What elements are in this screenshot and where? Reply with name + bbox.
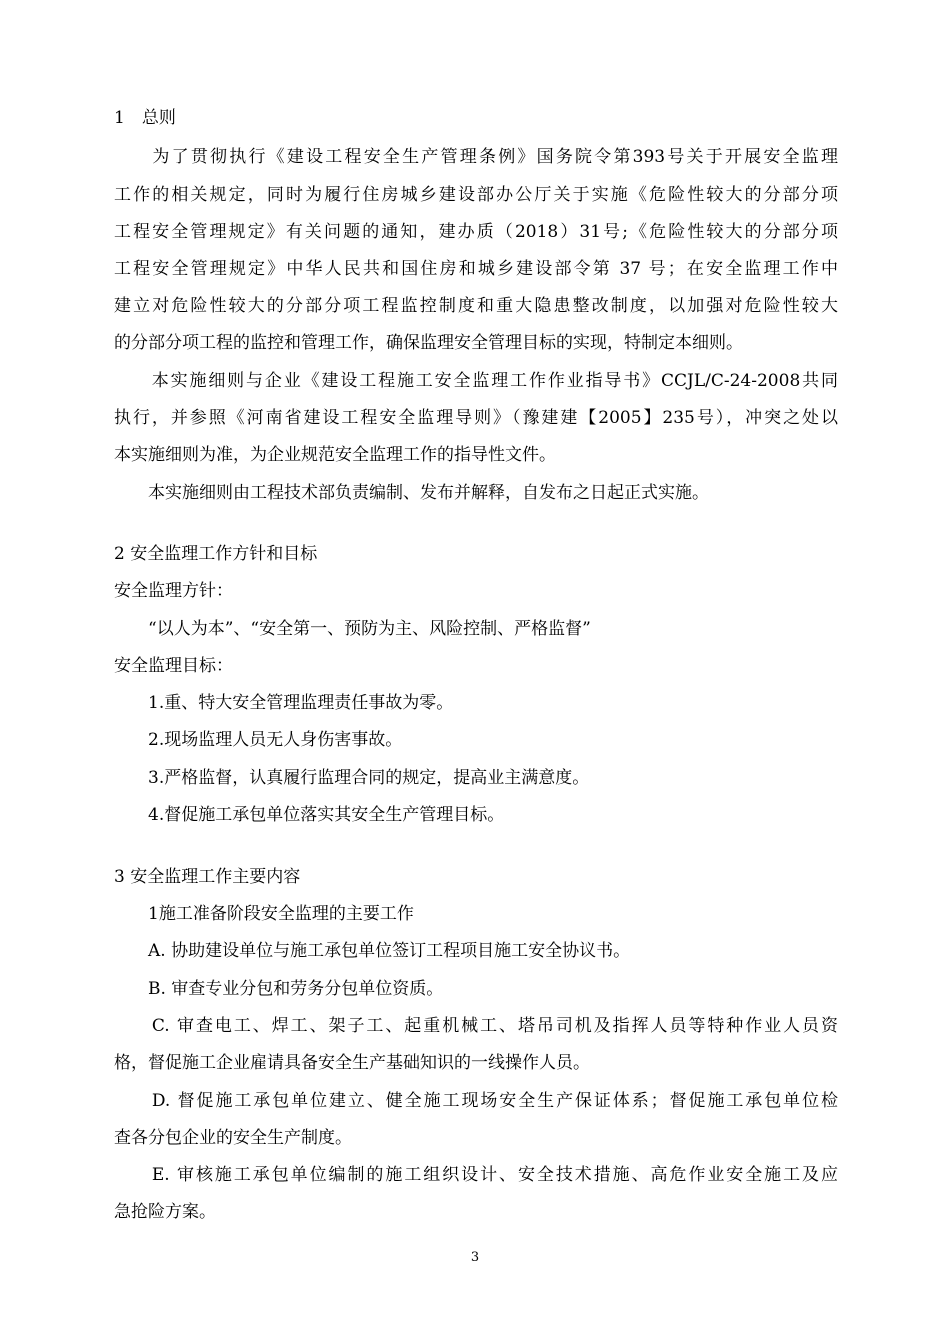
section-2-heading: 2 安全监理工作方针和目标 xyxy=(114,544,318,564)
paragraph-line: 工程安全管理规定》有关问题的通知，建办质（2018）31号;《危险性较大的分部分项 xyxy=(114,222,838,242)
item-d: D. 督促施工承包单位建立、健全施工现场安全生产保证体系；督促施工承包单位检 xyxy=(114,1091,838,1111)
paragraph-line: 本实施细则与企业《建设工程施工安全监理工作作业指导书》CCJL/C-24-2008共同 xyxy=(114,371,838,391)
policy-label: 安全监理方针： xyxy=(114,581,233,601)
item-d-cont: 查各分包企业的安全生产制度。 xyxy=(114,1128,352,1148)
item-a: A. 协助建设单位与施工承包单位签订工程项目施工安全协议书。 xyxy=(114,941,631,961)
section-3-heading: 3 安全监理工作主要内容 xyxy=(114,867,301,887)
goals-label: 安全监理目标： xyxy=(114,656,233,676)
policy-text: “以人为本”、“安全第一、预防为主、风险控制、严格监督” xyxy=(114,619,591,639)
section-1-heading: 1 总则 xyxy=(114,108,176,128)
paragraph-line: 建立对危险性较大的分部分项工程监控制度和重大隐患整改制度，以加强对危险性较大 xyxy=(114,296,838,316)
goal-item: 4.督促施工承包单位落实其安全生产管理目标。 xyxy=(114,805,505,825)
goal-item: 2.现场监理人员无人身伤害事故。 xyxy=(114,730,403,750)
paragraph-line: 为了贯彻执行《建设工程安全生产管理条例》国务院令第393号关于开展安全监理 xyxy=(114,147,838,167)
item-c-cont: 格，督促施工企业雇请具备安全生产基础知识的一线操作人员。 xyxy=(114,1053,590,1073)
paragraph-line: 的分部分项工程的监控和管理工作，确保监理安全管理目标的实现，特制定本细则。 xyxy=(114,333,743,353)
item-e: E. 审核施工承包单位编制的施工组织设计、安全技术措施、高危作业安全施工及应 xyxy=(114,1165,838,1185)
page-number: 3 xyxy=(470,1250,480,1265)
paragraph-line: 工作的相关规定，同时为履行住房城乡建设部办公厅关于实施《危险性较大的分部分项 xyxy=(114,185,838,205)
paragraph-line: 本实施细则由工程技术部负责编制、发布并解释，自发布之日起正式实施。 xyxy=(114,483,709,503)
item-e-cont: 急抢险方案。 xyxy=(114,1202,216,1222)
paragraph-line: 执行，并参照《河南省建设工程安全监理导则》（豫建建【2005】235号），冲突之处以 xyxy=(114,408,838,428)
paragraph-line: 工程安全管理规定》中华人民共和国住房和城乡建设部令第 37 号；在安全监理工作中 xyxy=(114,259,838,279)
item-c: C. 审查电工、焊工、架子工、起重机械工、塔吊司机及指挥人员等特种作业人员资 xyxy=(114,1016,838,1036)
subsection-heading: 1施工准备阶段安全监理的主要工作 xyxy=(114,904,414,924)
goal-item: 3.严格监督，认真履行监理合同的规定，提高业主满意度。 xyxy=(114,768,590,788)
paragraph-line: 本实施细则为准，为企业规范安全监理工作的指导性文件。 xyxy=(114,445,556,465)
goal-item: 1.重、特大安全管理监理责任事故为零。 xyxy=(114,693,454,713)
item-b: B. 审查专业分包和劳务分包单位资质。 xyxy=(114,979,444,999)
